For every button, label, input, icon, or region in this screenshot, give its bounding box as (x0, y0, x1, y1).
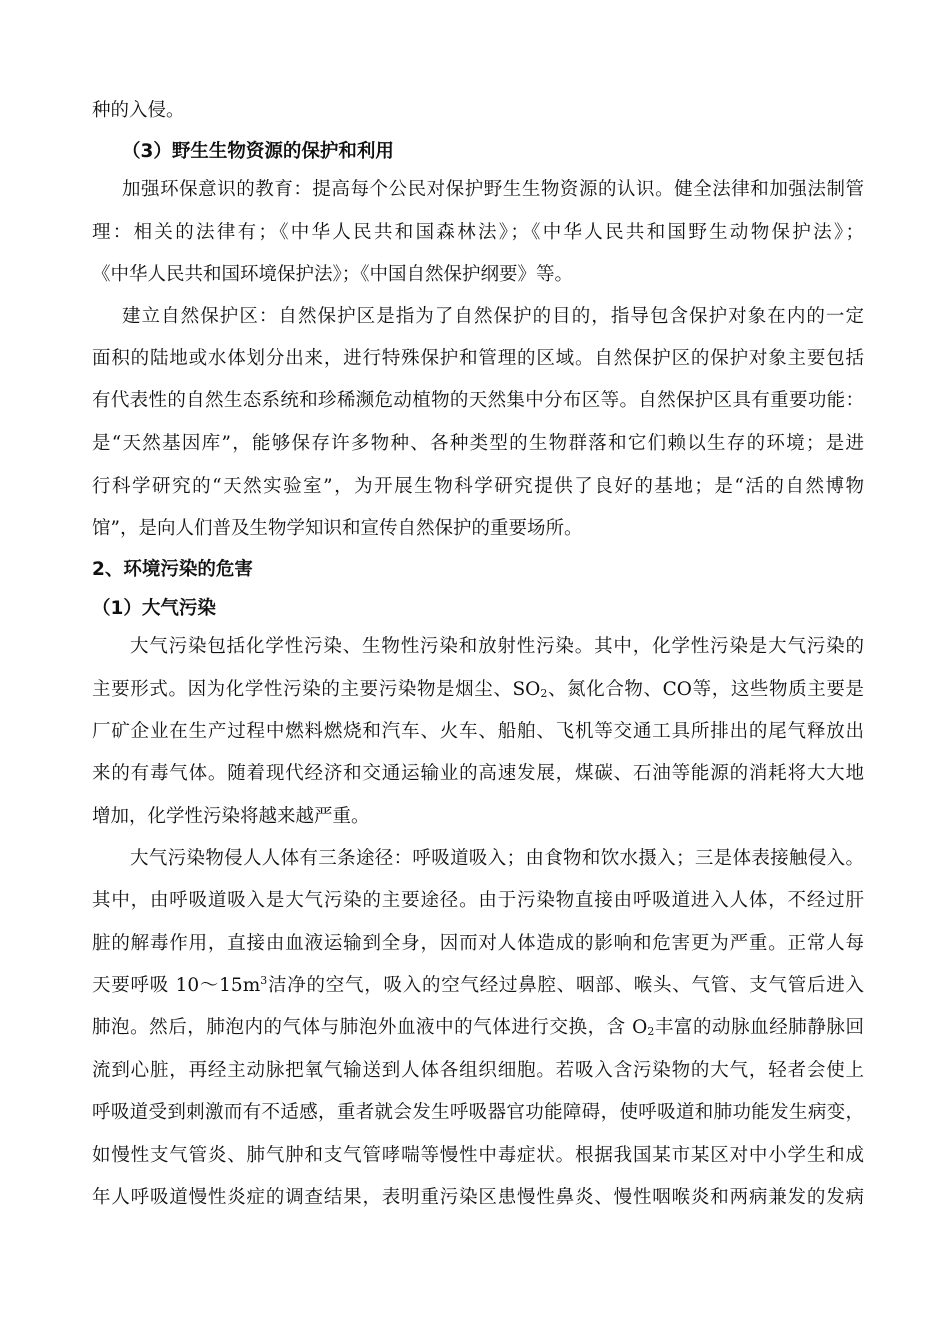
text-run: 丰富的动脉血经肺静脉回 (654, 1017, 864, 1038)
text-line: 面积的陆地或水体划分出来，进行特殊保护和管理的区域。自然保护区的保护对象主要包括 (92, 348, 864, 369)
text-line: 理：相关的法律有；《中华人民共和国森林法》；《中华人民共和国野生动物保护法》； (92, 222, 864, 243)
superscript: 3 (260, 974, 268, 987)
text-run: 主要形式。因为化学性污染的主要污染物是烟尘、SO (92, 679, 541, 700)
subsection-heading: （1）大气污染 (92, 598, 216, 619)
subsection-heading: （3）野生生物资源的保护和利用 (122, 141, 394, 162)
text-line: 是“天然基因库”，能够保存许多物种、各种类型的生物群落和它们赖以生存的环境；是进 (92, 433, 864, 454)
text-line: 如慢性支气管炎、肺气肿和支气管哮喘等慢性中毒症状。根据我国某市某区对中小学生和成 (92, 1145, 864, 1166)
text-line (92, 675, 864, 705)
text-line: 种的入侵。 (92, 100, 185, 121)
text-line: 加强环保意识的教育：提高每个公民对保护野生生物资源的认识。健全法律和加强法制管 (122, 179, 864, 200)
text-line: 增加，化学性污染将越来越严重。 (92, 806, 370, 827)
text-line: 大气污染物侵人人体有三条途径：呼吸道吸入；由食物和饮水摄入；三是体表接触侵入。 (130, 848, 864, 869)
text-line: 《中华人民共和国环境保护法》；《中国自然保护纲要》等。 (92, 264, 574, 285)
text-run: 洁净的空气，吸入的空气经过鼻腔、咽部、喉头、气管、支气管后进入 (267, 975, 864, 996)
text-run: 、氮化合物、CO等，这些物质主要是 (547, 679, 864, 700)
section-heading: 2、环境污染的危害 (92, 559, 253, 580)
text-line: 大气污染包括化学性污染、生物性污染和放射性污染。其中，化学性污染是大气污染的 (130, 636, 864, 657)
text-line: 建立自然保护区：自然保护区是指为了自然保护的目的，指导包含保护对象在内的一定 (122, 306, 864, 327)
text-run: 天要呼吸 10～15m (92, 975, 261, 996)
text-line (92, 971, 864, 1001)
subscript: 2 (647, 1025, 655, 1038)
text-line: 有代表性的自然生态系统和珍稀濒危动植物的天然集中分布区等。自然保护区具有重要功能： (92, 390, 864, 411)
text-line: 其中，由呼吸道吸入是大气污染的主要途径。由于污染物直接由呼吸道进入人体，不经过肝 (92, 890, 864, 911)
text-line: 来的有毒气体。随着现代经济和交通运输业的高速发展，煤碳、石油等能源的消耗将大大地 (92, 763, 864, 784)
text-line: 流到心脏，再经主动脉把氧气输送到人体各组织细胞。若吸入含污染物的大气，轻者会使上 (92, 1060, 864, 1081)
text-line: 馆”，是向人们普及生物学知识和宣传自然保护的重要场所。 (92, 518, 583, 539)
text-line: 年人呼吸道慢性炎症的调查结果，表明重污染区患慢性鼻炎、慢性咽喉炎和两病兼发的发病 (92, 1187, 864, 1208)
text-line: 厂矿企业在生产过程中燃料燃烧和汽车、火车、船舶、飞机等交通工具所排出的尾气释放出 (92, 721, 864, 742)
text-line (92, 1013, 864, 1043)
text-line: 脏的解毒作用，直接由血液运输到全身，因而对人体造成的影响和危害更为严重。正常人每 (92, 933, 864, 954)
text-run: 肺泡。然后，肺泡内的气体与肺泡外血液中的气体进行交换，含 O (92, 1017, 648, 1038)
text-line: 呼吸道受到刺激而有不适感，重者就会发生呼吸器官功能障碍，使呼吸道和肺功能发生病变， (92, 1102, 864, 1123)
subscript: 2 (540, 687, 548, 700)
text-line: 行科学研究的“天然实验室”，为开展生物科学研究提供了良好的基地；是“活的自然博物 (92, 476, 864, 497)
